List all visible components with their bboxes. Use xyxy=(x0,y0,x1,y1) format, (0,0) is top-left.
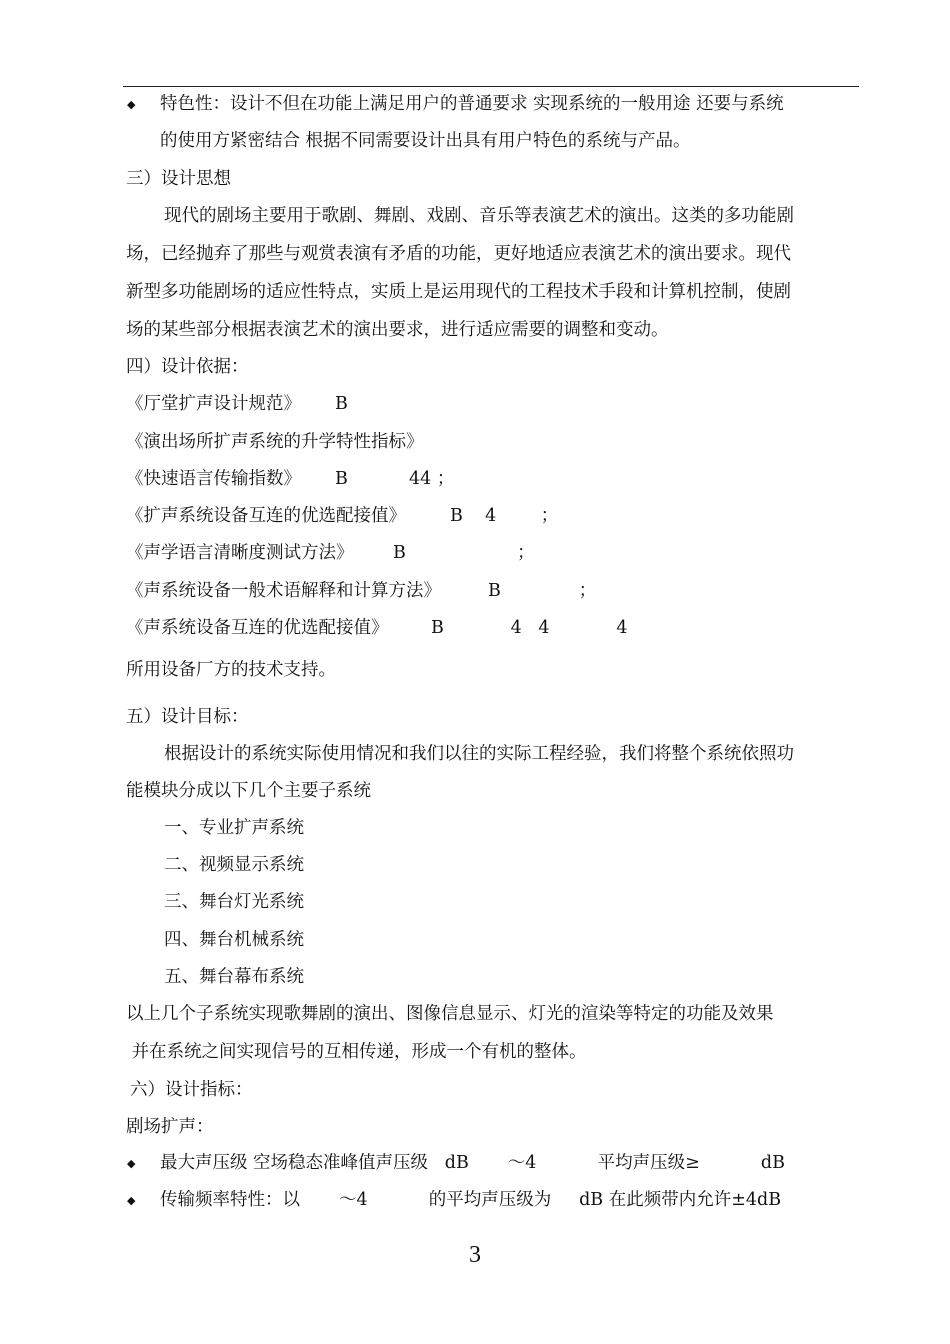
section3-para-line: 场，已经抛弃了那些与观赏表演有矛盾的功能，更好地适应表演艺术的演出要求。现代 xyxy=(126,244,791,264)
reference-code: B xyxy=(335,394,348,414)
section3-para-line: 新型多功能剧场的适应性特点，实质上是运用现代的工程技术手段和计算机控制，使剧 xyxy=(126,282,791,302)
section4-heading: 四）设计依据： xyxy=(126,357,249,377)
spec-line: 最大声压级 空场稳态准峰值声压级 dB ～4 平均声压级≥ dB xyxy=(160,1153,785,1173)
subsystem-item: 一、专业扩声系统 xyxy=(164,818,304,838)
reference-title: 《声学语言清晰度测试方法》 xyxy=(126,543,354,563)
reference-code: B ； xyxy=(393,543,535,563)
section6-subheading: 剧场扩声： xyxy=(126,1117,214,1137)
reference-code: B 44 ； xyxy=(335,469,455,489)
feature-line-2: 的使用方紧密结合 根据不同需要设计出具有用户特色的系统与产品。 xyxy=(160,131,691,151)
reference-title: 《声系统设备互连的优选配接值》 xyxy=(126,618,389,638)
feature-line-1: 特色性：设计不但在功能上满足用户的普通要求 实现系统的一般用途 还要与系统 xyxy=(160,94,784,114)
header-rule xyxy=(123,86,859,87)
reference-title: 《厅堂扩声设计规范》 xyxy=(126,394,301,414)
reference-title: 《快速语言传输指数》 xyxy=(126,469,301,489)
subsystem-item: 二、视频显示系统 xyxy=(164,855,304,875)
reference-code: B 4 4 4 xyxy=(431,618,628,638)
reference-title: 《演出场所扩声系统的升学特性指标》 xyxy=(126,432,424,452)
bullet-icon: ◆ xyxy=(127,98,136,111)
reference-code: B ； xyxy=(488,581,597,601)
section3-para-line: 现代的剧场主要用于歌剧、舞剧、戏剧、音乐等表演艺术的演出。这类的多功能剧 xyxy=(164,206,794,226)
bullet-icon: ◆ xyxy=(127,1157,136,1170)
section5-para-line: 根据设计的系统实际使用情况和我们以往的实际工程经验，我们将整个系统依照功 xyxy=(164,744,794,764)
spec-line: 传输频率特性：以 ～4 的平均声压级为 dB 在此频带内允许±4dB xyxy=(160,1190,782,1210)
section3-heading: 三）设计思想 xyxy=(126,169,231,189)
bullet-icon: ◆ xyxy=(127,1194,136,1207)
reference-title: 《扩声系统设备互连的优选配接值》 xyxy=(126,506,406,526)
summary-line: 并在系统之间实现信号的互相传递，形成一个有机的整体。 xyxy=(126,1042,587,1062)
section3-para-line: 场的某些部分根据表演艺术的演出要求，进行适应需要的调整和变动。 xyxy=(126,320,669,340)
support-line: 所用设备厂方的技术支持。 xyxy=(126,660,336,680)
reference-title: 《声系统设备一般术语解释和计算方法》 xyxy=(126,581,441,601)
reference-code: B 4 ； xyxy=(450,506,559,526)
subsystem-item: 五、舞台幕布系统 xyxy=(164,967,304,987)
summary-line: 以上几个子系统实现歌舞剧的演出、图像信息显示、灯光的渲染等特定的功能及效果 xyxy=(126,1004,774,1024)
subsystem-item: 四、舞台机械系统 xyxy=(164,930,304,950)
section5-para-line: 能模块分成以下几个主要子系统 xyxy=(126,781,371,801)
section5-heading: 五）设计目标： xyxy=(126,707,249,727)
section6-heading: 六）设计指标： xyxy=(130,1080,253,1100)
page-number: 3 xyxy=(469,1242,481,1268)
subsystem-item: 三、舞台灯光系统 xyxy=(164,892,304,912)
